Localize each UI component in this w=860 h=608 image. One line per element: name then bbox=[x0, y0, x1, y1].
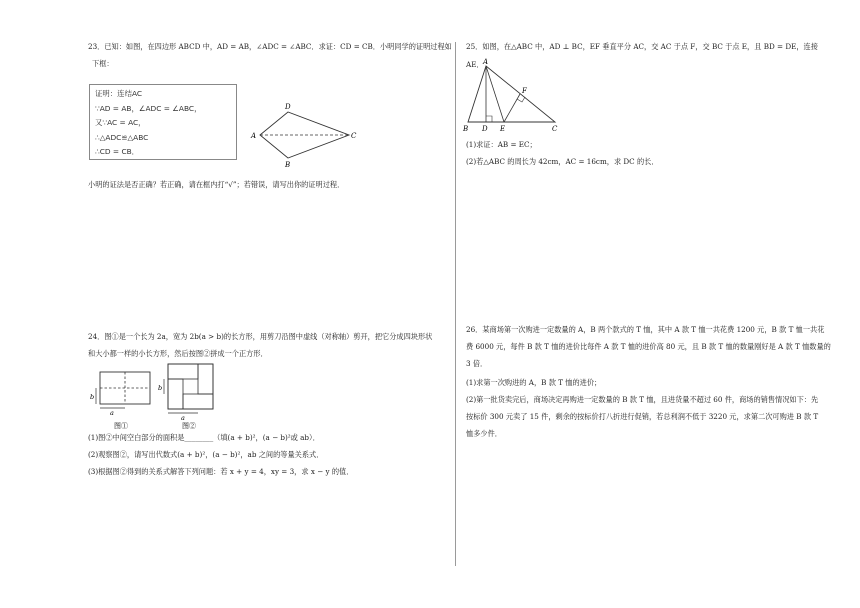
label-d: D bbox=[285, 103, 291, 111]
fig2-a-label: a bbox=[181, 414, 185, 422]
label-d: D bbox=[482, 125, 488, 133]
q26-part2-line3: 恤多少件． bbox=[466, 429, 502, 438]
q26-part2-line2: 按标价 300 元卖了 15 件，剩余的按标价打八折进行促销，若总利润不低于 3220 元，求第二次可购进 B 款 T bbox=[466, 412, 819, 421]
q24-text-line2: 和大小都一样的小长方形，然后按图②拼成一个正方形． bbox=[88, 349, 268, 358]
label-c: C bbox=[552, 125, 558, 133]
q23-proof-title: 证明：连结AC bbox=[95, 89, 143, 98]
q25-text-line1: 25．如图，在△ABC 中，AD ⊥ BC，EF 垂直平分 AC，交 AC 于点 F，交 BC 于点 E，且 BD = DE，连接 AE． bbox=[466, 42, 818, 69]
label-f: F bbox=[522, 87, 527, 95]
label-a: A bbox=[251, 132, 257, 140]
label-b: B bbox=[463, 125, 469, 133]
q23-text-line2: 下框： bbox=[92, 59, 114, 68]
q24-part1: (1)图②中间空白部分的面积是________（填(a + b)²，(a − b)²或 ab）． bbox=[88, 433, 320, 442]
segment-ae bbox=[486, 66, 504, 122]
q26-text-line2: 费 6000 元，每件 B 款 T 恤的进价比每件 A 款 T 恤的进价高 80 元，且 B 款 T 恤的数量刚好是 A 款 T 恤数量的 bbox=[466, 342, 831, 351]
fig2-piece-left bbox=[168, 379, 183, 409]
q24-figures bbox=[88, 360, 228, 432]
fig1-caption: 图① bbox=[114, 422, 128, 430]
q24-text-line1: 24．图①是一个长为 2a，宽为 2b(a > b)的长方形，用剪刀沿图中虚线（对称轴）剪开，把它分成四块形状 bbox=[88, 332, 433, 341]
fig1-b-label: b bbox=[90, 393, 95, 401]
q26-text-line3: 3 倍． bbox=[466, 359, 488, 368]
q25-part2: (2)若△ABC 的周长为 42cm，AC = 16cm，求 DC 的长． bbox=[466, 157, 659, 166]
column-divider bbox=[455, 42, 456, 566]
q23-proof-line: 又∵AC = AC， bbox=[95, 118, 146, 128]
q26-text-line1: 26．某商场第一次购进一定数量的 A，B 两个款式的 T 恤，其中 A 款 T 恤一共花费 1200 元，B 款 T 恤一共花 bbox=[466, 325, 825, 334]
q23-proof-line: ∴CD = CB． bbox=[95, 147, 140, 157]
triangle-abc bbox=[468, 66, 555, 122]
q23-proof-line: ∴△ADC≌△ABC bbox=[95, 132, 149, 142]
fig2-piece-top bbox=[168, 364, 198, 379]
q25-triangle-figure bbox=[458, 58, 568, 134]
q25-part1: (1)求证：AB = EC； bbox=[466, 140, 537, 149]
q23-text-line1: 23．已知：如图，在四边形 ABCD 中，AD = AB，∠ADC = ∠ABC．求证：CD = CB．小明同学的证明过程如 bbox=[88, 42, 452, 51]
q24-part3: (3)根据图②得到的关系式解答下列问题：若 x + y = 4，xy = 3，求 x − y 的值． bbox=[88, 467, 354, 476]
label-b: B bbox=[285, 161, 291, 169]
fig2-piece-right bbox=[198, 364, 213, 394]
label-a: A bbox=[483, 58, 489, 66]
right-angle-d bbox=[486, 116, 492, 122]
fig2-square bbox=[168, 364, 213, 409]
q23-proof-box bbox=[89, 84, 237, 160]
fig2-piece-bottom bbox=[183, 394, 213, 409]
q24-part2: (2)观察图②，请写出代数式(a + b)²，(a − b)²，ab 之间的等量关系式． bbox=[88, 450, 324, 459]
segment-ef bbox=[504, 94, 520, 122]
fig1-a-label: a bbox=[110, 409, 114, 417]
fig2-b-label: b bbox=[158, 384, 163, 392]
q23-quadrilateral-figure bbox=[246, 100, 362, 172]
label-e: E bbox=[500, 125, 506, 133]
q26-part2-line1: (2)第一批货卖完后，商场决定再购进一定数量的 B 款 T 恤，且进货量不超过 60 件，商场的销售情况如下：先 bbox=[466, 395, 819, 404]
label-c: C bbox=[351, 132, 357, 140]
fig2-caption: 图② bbox=[182, 422, 196, 430]
q23-proof-line: ∵AD = AB，∠ADC = ∠ABC， bbox=[95, 103, 202, 113]
q26-part1: (1)求第一次购进的 A，B 款 T 恤的进价； bbox=[466, 378, 602, 387]
q23-question: 小明的证法是否正确？若正确，请在框内打“√”；若错误，请写出你的证明过程． bbox=[88, 180, 345, 189]
